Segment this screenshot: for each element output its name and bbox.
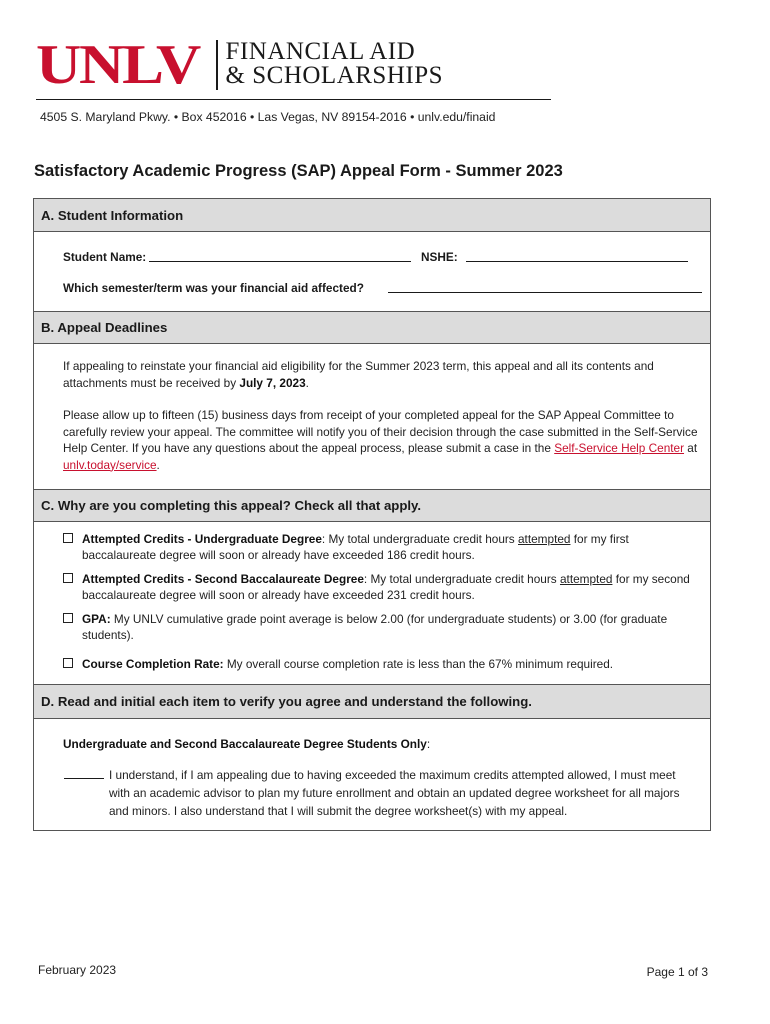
logo-divider	[216, 40, 218, 90]
option-text: : My total undergraduate credit hours	[321, 532, 518, 546]
logo-text	[226, 40, 443, 88]
option-text-end: for my first baccalaureate degree will soon or already have exceeded 186 credit hours.	[82, 532, 629, 562]
checkbox-row-completion-rate	[63, 656, 703, 672]
page-number: Page 1 of 3	[646, 965, 708, 979]
review-paragraph	[63, 407, 703, 473]
initials-field[interactable]	[64, 778, 104, 779]
option-label: GPA:	[82, 612, 111, 626]
unlv-service-link[interactable]: unlv.today/service	[63, 457, 157, 472]
deadline-paragraph	[63, 358, 703, 391]
semester-label: Which semester/term was your financial aid affected?	[63, 281, 364, 295]
checkbox-row-undergrad-credits	[63, 531, 703, 563]
header-rule	[36, 99, 551, 100]
section-d-subheading-colon: :	[426, 737, 431, 751]
deadline-text: If appealing to reinstate your financial aid eligibility for the Summer 2023 term, this appeal and all its contents and attachments must be received by	[63, 359, 654, 390]
footer-date: February 2023	[38, 963, 117, 977]
option-emphasis: attempted	[518, 532, 571, 546]
review-text: Please allow up to fifteen (15) business days from receipt of your completed appeal for the SAP Appeal Committee to carefully review your appeal. The committee will notify you of their decision through the case submitted in the Self-Service Help Center. If you have any questions about the appeal process, please submit a case in the	[63, 408, 698, 455]
option-text: : My total undergraduate credit hours	[363, 572, 560, 586]
address: 4505 S. Maryland Pkwy. • Box 452016 • Las Vegas, NV 89154-2016 • unlv.edu/finaid	[40, 110, 496, 124]
logo-unlv-mark: UNLV	[36, 34, 200, 96]
checkbox-second-bacc[interactable]	[63, 573, 73, 583]
student-name-label: Student Name:	[63, 250, 147, 264]
section-a-heading: A. Student Information	[34, 199, 710, 232]
option-text-end: for my second baccalaureate degree will soon or already have exceeded 231 credit hours.	[82, 572, 690, 602]
self-service-link[interactable]: Self-Service Help Center	[554, 441, 685, 455]
understanding-item: I understand, if I am appealing due to having exceeded the maximum credits attempted allowed, I must meet with an academic advisor to plan my future enrollment and obtain an updated degree worksheet for all majors and minors. I also understand that I will submit the degree worksheet(s) with my appeal.	[109, 768, 680, 818]
checkbox-row-second-bacc	[63, 571, 703, 603]
nshe-label: NSHE:	[421, 250, 458, 264]
checkbox-row-gpa	[63, 611, 703, 643]
section-c-heading: C. Why are you completing this appeal? Check all that apply.	[34, 489, 710, 522]
semester-field[interactable]	[388, 292, 702, 293]
review-mid: at	[684, 441, 698, 455]
logo-line-1: FINANCIAL AID	[225, 38, 416, 65]
student-name-field[interactable]	[149, 261, 411, 262]
checkbox-gpa[interactable]	[63, 613, 73, 623]
checkbox-completion-rate[interactable]	[63, 658, 73, 668]
logo	[36, 34, 444, 96]
review-end: .	[156, 457, 160, 472]
section-d-heading: D. Read and initial each item to verify you agree and understand the following.	[34, 684, 710, 719]
deadline-date: July 7, 2023	[239, 375, 306, 390]
option-label: Attempted Credits - Second Baccalaureate Degree	[82, 572, 364, 586]
form-box	[33, 198, 711, 831]
logo-line-2: & SCHOLARSHIPS	[225, 62, 444, 89]
option-label: Course Completion Rate:	[82, 657, 224, 671]
deadline-end: .	[305, 375, 309, 390]
checkbox-undergrad-credits[interactable]	[63, 533, 73, 543]
option-label: Attempted Credits - Undergraduate Degree	[82, 532, 322, 546]
section-d-subheading-row	[63, 736, 703, 753]
section-d-subheading: Undergraduate and Second Baccalaureate Degree Students Only	[63, 737, 427, 751]
option-emphasis: attempted	[559, 572, 613, 586]
option-text: My overall course completion rate is less than the 67% minimum required.	[223, 657, 614, 671]
page-title: Satisfactory Academic Progress (SAP) Appeal Form - Summer 2023	[34, 162, 563, 180]
nshe-field[interactable]	[466, 261, 688, 262]
option-text: My UNLV cumulative grade point average is below 2.00 (for undergraduate students) or 3.00 (for graduate students).	[82, 612, 668, 642]
section-b-heading: B. Appeal Deadlines	[34, 311, 710, 344]
